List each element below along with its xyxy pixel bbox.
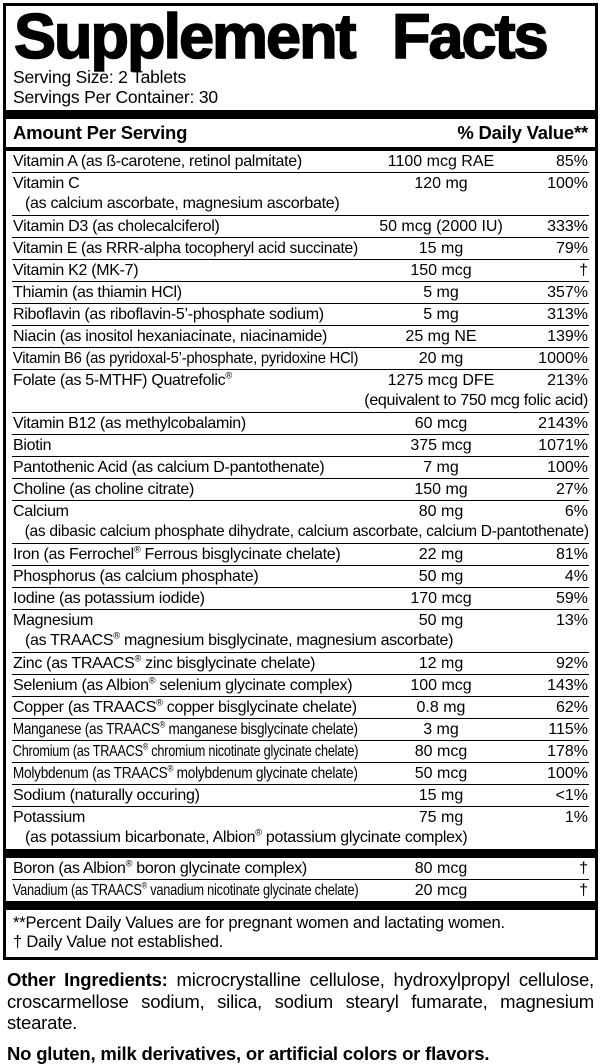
nutrient-row-line	[12, 501, 589, 522]
nutrient-name: Folate (as 5-MTHF) Quatrefolic®	[13, 370, 232, 389]
nutrient-daily-value: 100%	[547, 459, 588, 476]
nutrient-name: Choline (as choline citrate)	[13, 481, 195, 498]
nutrient-row-line	[12, 479, 589, 500]
footnotes	[12, 910, 589, 953]
nutrient-daily-value: 92%	[555, 655, 588, 672]
nutrient-row	[12, 806, 589, 849]
nutrient-name: Vitamin B12 (as methylcobalamin)	[13, 415, 246, 432]
nutrient-row	[12, 434, 589, 456]
nutrient-amount: 15 mg	[418, 240, 464, 257]
nutrient-name: Phosphorus (as calcium phosphate)	[13, 568, 259, 585]
nutrient-name: Thiamin (as thiamin HCl)	[13, 284, 182, 301]
nutrient-row-line	[12, 260, 589, 281]
nutrient-row	[12, 696, 589, 718]
nutrient-row-line	[12, 858, 589, 879]
nutrient-amount: 80 mg	[418, 503, 464, 520]
nutrient-row-line	[12, 588, 589, 609]
nutrient-daily-value: 143%	[547, 677, 588, 694]
nutrient-amount: 20 mg	[418, 350, 464, 367]
panel-title: Supplement Facts	[14, 2, 547, 72]
nutrient-daily-value: 13%	[555, 612, 588, 629]
nutrient-amount: 150 mcg	[410, 262, 472, 279]
nutrient-row-line	[12, 566, 589, 587]
daily-value-header: % Daily Value**	[457, 122, 588, 143]
nutrient-row	[12, 587, 589, 609]
nutrient-daily-value: †	[579, 860, 588, 877]
nutrient-daily-value: 62%	[555, 699, 588, 716]
nutrient-row-line	[12, 370, 589, 391]
nutrient-row	[12, 215, 589, 237]
nutrient-name: Pantothenic Acid (as calcium D-pantothenate)	[13, 459, 325, 476]
nutrient-row	[12, 784, 589, 806]
nutrient-name: Vitamin D3 (as cholecalciferol)	[13, 218, 220, 235]
nutrient-name: Vanadium (as TRAACS® vanadium nicotinate glycinate chelate)	[12, 880, 359, 899]
nutrient-amount: 80 mcg	[414, 743, 468, 760]
nutrient-amount: 100 mcg	[410, 677, 472, 694]
footnote-dagger: † Daily Value not established.	[13, 932, 224, 951]
column-headers	[12, 119, 589, 147]
nutrient-row-line	[12, 785, 589, 806]
nutrient-row-line	[12, 610, 589, 631]
nutrient-amount: 25 mg NE	[405, 328, 477, 345]
nutrient-daily-value: 100%	[547, 175, 588, 192]
nutrient-name: Vitamin E (as RRR-alpha tocopheryl acid succinate)	[12, 240, 358, 257]
nutrient-daily-value: 115%	[548, 721, 588, 738]
nutrient-row-line	[12, 413, 589, 434]
nutrient-row	[12, 740, 589, 762]
nutrient-amount: 150 mg	[414, 481, 468, 498]
nutrient-name: Boron (as Albion® boron glycinate complex)	[13, 858, 307, 877]
nutrient-amount: 20 mcg	[414, 882, 468, 899]
nutrient-name: Calcium	[13, 503, 69, 520]
nutrient-name: Vitamin C	[13, 175, 80, 192]
nutrient-name: Copper (as TRAACS® copper bisglycinate chelate)	[13, 697, 357, 716]
nutrient-daily-value: 59%	[555, 590, 588, 607]
serving-size: Serving Size: 2 Tablets	[13, 67, 187, 87]
divider-thick-top	[6, 110, 595, 119]
nutrient-daily-value: 4%	[564, 568, 588, 585]
nutrient-row	[12, 259, 589, 281]
nutrient-daily-value: 139%	[547, 328, 588, 345]
nutrient-row-line	[12, 807, 589, 828]
nutrient-row	[12, 369, 589, 412]
nutrient-amount: 15 mg	[418, 787, 464, 804]
nutrient-row-line	[12, 741, 589, 762]
divider-thick-middle	[6, 849, 595, 858]
nutrient-row	[12, 347, 589, 369]
nutrient-amount: 50 mg	[418, 612, 464, 629]
nutrient-daily-value: 178%	[547, 743, 588, 760]
nutrient-daily-value: †	[579, 882, 588, 899]
nutrient-row-line	[12, 238, 589, 259]
nutrient-row	[12, 412, 589, 434]
nutrient-row	[12, 609, 589, 652]
nutrient-row	[12, 478, 589, 500]
nutrient-row	[12, 151, 589, 172]
nutrient-name-secondary: (as potassium bicarbonate, Albion® potassium glycinate complex)	[25, 827, 468, 846]
nutrient-name: Manganese (as TRAACS® manganese bisglycinate chelate)	[12, 719, 358, 738]
nutrient-name: Iodine (as potassium iodide)	[13, 590, 205, 607]
nutrient-name: Riboflavin (as riboflavin-5’-phosphate sodium)	[13, 306, 324, 323]
nutrient-row-line	[12, 719, 589, 740]
nutrient-amount: 5 mg	[423, 284, 459, 301]
nutrient-daily-value: 2143%	[538, 415, 588, 432]
nutrient-row	[12, 281, 589, 303]
nutrient-amount-note: (equivalent to 750 mcg folic acid)	[364, 392, 588, 409]
nutrient-row	[12, 237, 589, 259]
nutrient-daily-value: <1%	[555, 787, 588, 804]
nutrient-name: Selenium (as Albion® selenium glycinate complex)	[13, 675, 353, 694]
nutrient-daily-value: 81%	[555, 546, 588, 563]
nutrient-name: Vitamin B6 (as pyridoxal-5’-phosphate, pyridoxine HCl)	[12, 350, 359, 367]
nutrient-row	[12, 858, 589, 879]
nutrient-amount: 7 mg	[423, 459, 459, 476]
nutrient-row	[12, 500, 589, 543]
nutrient-row	[12, 762, 589, 784]
nutrient-amount: 170 mcg	[410, 590, 472, 607]
nutrient-rows	[12, 151, 589, 849]
nutrient-row	[12, 674, 589, 696]
nutrient-name: Vitamin K2 (MK-7)	[13, 262, 139, 279]
nutrient-amount: 50 mcg	[414, 765, 468, 782]
nutrient-row	[12, 325, 589, 347]
nutrient-row-line	[12, 282, 589, 303]
nutrient-row-line	[12, 348, 589, 369]
nutrient-amount: 375 mcg	[410, 437, 472, 454]
allergen-statement: No gluten, milk derivatives, or artificial colors or flavors.	[7, 1042, 490, 1064]
nutrient-row	[12, 172, 589, 215]
nutrient-row	[12, 652, 589, 674]
nutrient-row-line	[12, 544, 589, 565]
nutrient-amount: 50 mcg (2000 IU)	[379, 218, 503, 235]
nutrient-row	[12, 456, 589, 478]
nutrient-row-line	[12, 763, 589, 784]
secondary-nutrient-rows	[12, 858, 589, 901]
nutrient-amount: 22 mg	[418, 546, 464, 563]
nutrient-daily-value: 213%	[547, 372, 588, 389]
nutrient-row	[12, 565, 589, 587]
nutrient-name: Biotin	[13, 437, 52, 454]
nutrient-daily-value: †	[579, 262, 588, 279]
nutrient-row	[12, 718, 589, 740]
other-ingredients-label: Other Ingredients:	[7, 969, 168, 990]
nutrient-name: Niacin (as inositol hexaniacinate, niacinamide)	[13, 328, 328, 345]
nutrient-daily-value: 357%	[547, 284, 588, 301]
nutrient-row-line	[12, 880, 589, 901]
supplement-facts-panel	[3, 3, 598, 960]
nutrient-row-line	[12, 304, 589, 325]
nutrient-row-line	[12, 653, 589, 674]
nutrient-name-secondary: (as TRAACS® magnesium bisglycinate, magnesium ascorbate)	[25, 630, 454, 649]
other-ingredients	[0, 969, 601, 1034]
nutrient-daily-value: 85%	[555, 153, 588, 170]
nutrient-amount: 50 mg	[418, 568, 464, 585]
nutrient-row-line	[12, 675, 589, 696]
nutrient-amount: 120 mg	[414, 175, 468, 192]
nutrient-name: Vitamin A (as ß-carotene, retinol palmitate)	[13, 153, 302, 170]
amount-per-serving-header: Amount Per Serving	[13, 122, 188, 143]
nutrient-row-line	[12, 697, 589, 718]
nutrient-name: Magnesium	[13, 612, 94, 629]
footnote-percent-dv: **Percent Daily Values are for pregnant women and lactating women.	[13, 914, 505, 932]
nutrient-name-secondary: (as dibasic calcium phosphate dihydrate, calcium ascorbate, calcium D-pantothenate)	[24, 523, 589, 540]
nutrient-amount: 5 mg	[423, 306, 459, 323]
nutrient-amount: 75 mg	[418, 809, 464, 826]
nutrient-row-line	[12, 216, 589, 237]
nutrient-amount: 1100 mcg RAE	[387, 153, 495, 170]
servings-per-container: Servings Per Container: 30	[13, 86, 218, 107]
nutrient-daily-value: 27%	[555, 481, 588, 498]
nutrient-amount: 1275 mcg DFE	[387, 372, 495, 389]
nutrient-row-line	[12, 457, 589, 478]
divider-thick-bottom	[6, 901, 595, 910]
supplement-facts-label	[0, 2, 601, 1064]
nutrient-name: Sodium (naturally occuring)	[13, 787, 200, 804]
nutrient-name: Potassium	[13, 809, 85, 826]
nutrient-amount: 60 mcg	[414, 415, 468, 432]
nutrient-daily-value: 333%	[547, 218, 588, 235]
nutrient-amount: 80 mcg	[414, 860, 468, 877]
nutrient-amount: 3 mg	[423, 721, 459, 738]
nutrient-name-secondary: (as calcium ascorbate, magnesium ascorbate)	[25, 195, 340, 212]
nutrient-name: Iron (as Ferrochel® Ferrous bisglycinate chelate)	[13, 544, 341, 563]
nutrient-daily-value: 6%	[564, 503, 588, 520]
nutrient-row-line	[12, 326, 589, 347]
nutrient-daily-value: 100%	[547, 765, 588, 782]
nutrient-row-line	[12, 151, 589, 172]
nutrient-amount: 0.8 mg	[416, 699, 466, 716]
nutrient-daily-value: 1%	[564, 809, 588, 826]
nutrient-name: Molybdenum (as TRAACS® molybdenum glycinate chelate)	[12, 763, 358, 782]
other-ingredients-text: microcrystalline cellulose, hydroxylpropyl cellulose, croscarmellose sodium, silica, sodium stearyl fumarate, magnesium stearate.	[7, 969, 594, 1033]
nutrient-daily-value: 1071%	[538, 437, 588, 454]
nutrient-row	[12, 879, 589, 901]
nutrient-daily-value: 79%	[555, 240, 588, 257]
nutrient-row-line	[12, 435, 589, 456]
nutrient-row	[12, 303, 589, 325]
nutrient-name: Chromium (as TRAACS® chromium nicotinate glycinate chelate)	[12, 741, 359, 760]
nutrient-daily-value: 313%	[547, 306, 588, 323]
nutrient-amount: 12 mg	[418, 655, 464, 672]
nutrient-name: Zinc (as TRAACS® zinc bisglycinate chelate)	[13, 653, 316, 672]
nutrient-row	[12, 543, 589, 565]
nutrient-daily-value: 1000%	[538, 350, 588, 367]
nutrient-row-line	[12, 173, 589, 194]
